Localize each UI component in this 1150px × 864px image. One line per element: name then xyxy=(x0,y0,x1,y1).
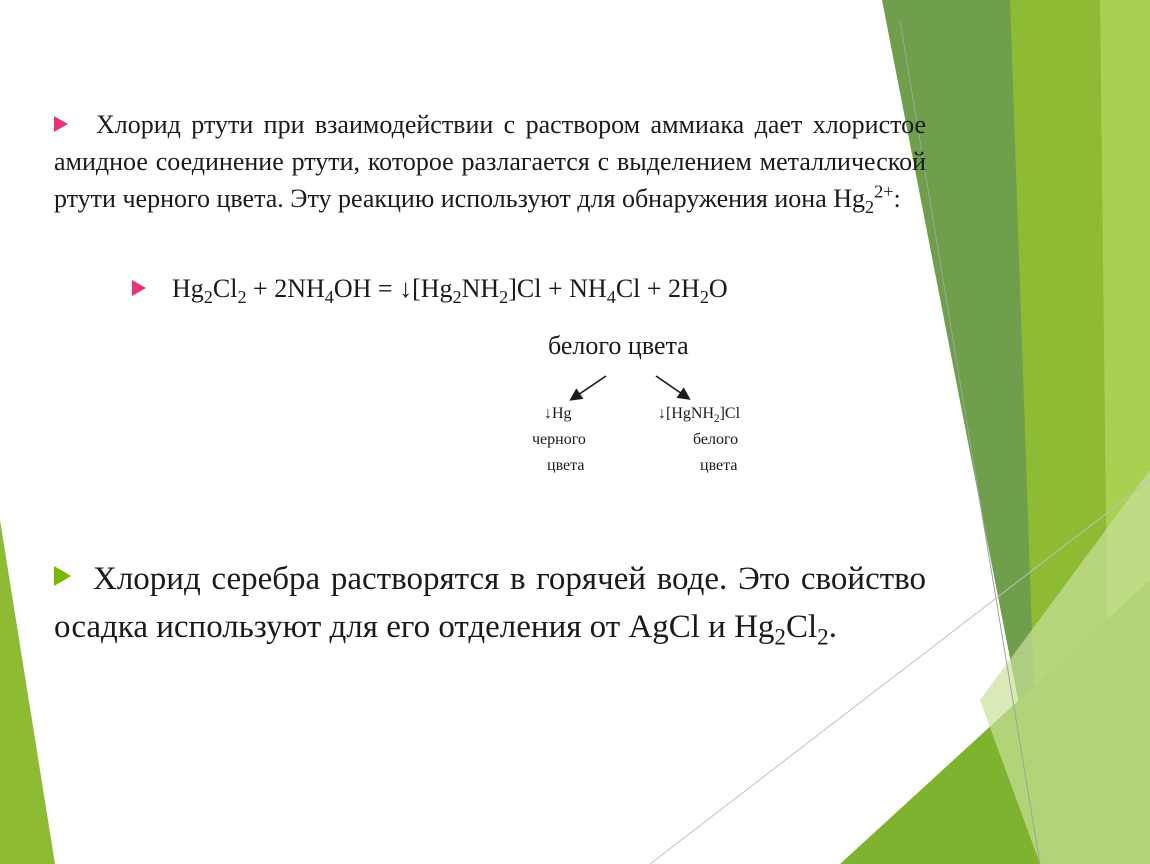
eq-part: Cl + 2H xyxy=(615,274,700,303)
arrow-right xyxy=(656,376,688,398)
eq-part: Cl xyxy=(212,274,238,303)
product-left-line2: черного xyxy=(532,431,586,448)
eq-part: + 2NH xyxy=(246,274,325,303)
pink-triangle-icon xyxy=(132,280,146,296)
product-mercury xyxy=(532,401,586,479)
paragraph-mercury-chloride xyxy=(54,106,926,217)
white-color-label: белого цвета xyxy=(548,331,689,360)
eq-sub: 2 xyxy=(203,287,213,308)
p2-tail: . xyxy=(828,609,837,645)
formula-part: ↓[HgNH xyxy=(658,405,714,422)
formula-part: ]Cl xyxy=(719,405,741,422)
formula-sub: 2 xyxy=(714,413,720,426)
eq-part: O xyxy=(708,274,728,303)
p2-mid: Cl xyxy=(785,609,818,645)
eq-part: ]Cl + NH xyxy=(508,274,607,303)
eq-part: OH = ↓[Hg xyxy=(333,274,453,303)
p2-sub: 2 xyxy=(817,623,829,650)
pink-triangle-icon xyxy=(54,116,68,132)
paragraph2-text: Хлорид серебра растворятся в горячей воде. Это свойство осадка используют для его отделения от AgCl и Hg xyxy=(54,561,926,645)
eq-sub: 2 xyxy=(237,287,247,308)
ion-superscript: 2+ xyxy=(874,181,894,202)
arrow-left xyxy=(572,376,606,399)
eq-sub: 2 xyxy=(699,287,709,308)
eq-part: Hg xyxy=(172,274,204,303)
ion-tail: : xyxy=(893,184,901,213)
product-left-line3: цвета xyxy=(547,457,585,474)
product-left-formula: ↓Hg xyxy=(544,405,572,422)
p2-sub: 2 xyxy=(774,623,786,650)
product-right-line3: цвета xyxy=(700,457,738,474)
eq-sub: 4 xyxy=(606,287,616,308)
product-right-line2: белого xyxy=(693,431,739,448)
product-amido-mercury xyxy=(658,401,740,479)
eq-sub: 2 xyxy=(499,287,509,308)
eq-part: NH xyxy=(461,274,500,303)
ion-subscript: 2 xyxy=(865,197,875,218)
reaction-equation xyxy=(132,274,728,308)
paragraph-silver-chloride xyxy=(54,555,926,651)
eq-sub: 4 xyxy=(324,287,334,308)
paragraph1-text: Хлорид ртути при взаимодействии с раствором аммиака дает хлористое амидное соединение ртути, которое разлагается с выделением металлической ртути черного цвета. Эту реакцию используют для обнаружения иона Hg xyxy=(54,110,926,213)
green-triangle-icon xyxy=(54,566,71,586)
eq-sub: 2 xyxy=(452,287,462,308)
product-right-formula xyxy=(658,401,740,427)
